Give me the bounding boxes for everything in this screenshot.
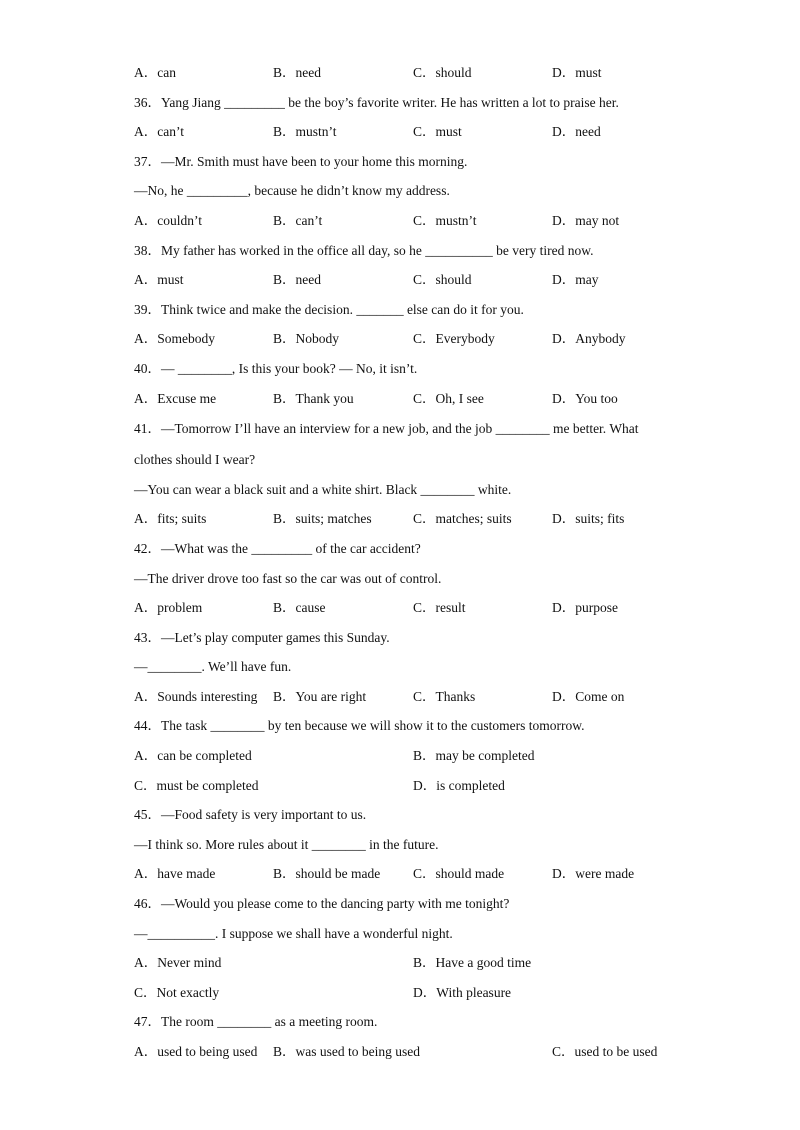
option-c[interactable]: C．Oh, I see bbox=[413, 390, 484, 406]
option-a[interactable]: A．can’t bbox=[134, 124, 184, 140]
question-text: 40．— ________, Is this your book? — No, it isn’t. bbox=[134, 360, 418, 376]
option-a[interactable]: A．must bbox=[134, 272, 184, 288]
question-text: 43．—Let’s play computer games this Sunday. bbox=[134, 629, 390, 645]
question-text: clothes should I wear? bbox=[134, 452, 256, 468]
question-text: 45．—Food safety is very important to us. bbox=[134, 807, 367, 823]
option-b[interactable]: B．Thank you bbox=[273, 390, 354, 406]
answer-options bbox=[134, 771, 694, 801]
question-text: 37．—Mr. Smith must have been to your home this morning. bbox=[134, 153, 468, 169]
option-d[interactable]: D．may bbox=[552, 272, 599, 288]
option-b[interactable]: B．suits; matches bbox=[273, 511, 372, 527]
option-c[interactable]: C．result bbox=[413, 600, 466, 616]
question-text: —I think so. More rules about it ________ in the future. bbox=[134, 836, 439, 852]
question-text: 41．—Tomorrow I’ll have an interview for a new job, and the job ________ me better. What bbox=[134, 421, 639, 437]
option-c[interactable]: C．Thanks bbox=[413, 688, 476, 704]
option-c[interactable]: C．matches; suits bbox=[413, 511, 512, 527]
option-a[interactable]: A．Somebody bbox=[134, 331, 215, 347]
answer-options bbox=[134, 206, 694, 236]
option-b[interactable]: D．is completed bbox=[413, 777, 505, 793]
option-a[interactable]: A．fits; suits bbox=[134, 511, 207, 527]
question-text: 46．—Would you please come to the dancing party with me tonight? bbox=[134, 896, 510, 912]
option-a[interactable]: A．couldn’t bbox=[134, 212, 202, 228]
option-c[interactable]: C．should made bbox=[413, 866, 505, 882]
question-text: 36．Yang Jiang _________ be the boy’s favorite writer. He has written a lot to praise her. bbox=[134, 94, 619, 110]
option-b[interactable]: B．can’t bbox=[273, 212, 323, 228]
question-text: —No, he _________, because he didn’t know my address. bbox=[134, 183, 450, 199]
answer-options bbox=[134, 117, 694, 147]
answer-options bbox=[134, 265, 694, 295]
answer-options bbox=[134, 324, 694, 354]
option-d[interactable]: D．may not bbox=[552, 212, 620, 228]
option-d[interactable]: D．were made bbox=[552, 866, 635, 882]
option-a[interactable]: A．Sounds interesting bbox=[134, 688, 258, 704]
option-d[interactable]: D．need bbox=[552, 124, 601, 140]
option-d[interactable]: D．You too bbox=[552, 390, 618, 406]
answer-options bbox=[134, 859, 694, 889]
answer-options bbox=[134, 384, 694, 414]
option-c[interactable]: C．should bbox=[413, 272, 472, 288]
option-a[interactable]: A．used to being used bbox=[134, 1044, 258, 1059]
option-a[interactable]: A．can be completed bbox=[134, 748, 252, 764]
option-d[interactable]: D．suits; fits bbox=[552, 511, 625, 527]
question-text: 38．My father has worked in the office all day, so he __________ be very tired now. bbox=[134, 242, 594, 258]
exam-page bbox=[134, 58, 694, 1067]
answer-options bbox=[134, 978, 694, 1008]
option-d[interactable]: C．used to be used bbox=[552, 1044, 658, 1059]
answer-options bbox=[134, 58, 694, 88]
answer-options bbox=[134, 682, 694, 712]
option-c[interactable]: C．should bbox=[413, 65, 472, 80]
answer-options bbox=[134, 593, 694, 623]
option-c[interactable]: C．must bbox=[413, 124, 462, 140]
option-b[interactable]: B．need bbox=[273, 65, 321, 80]
option-b[interactable]: B．You are right bbox=[273, 688, 367, 704]
option-d[interactable]: D．purpose bbox=[552, 600, 618, 616]
option-d[interactable]: D．Anybody bbox=[552, 331, 626, 347]
option-b[interactable]: D．With pleasure bbox=[413, 984, 512, 1000]
answer-options bbox=[134, 948, 694, 978]
option-a[interactable]: A．Never mind bbox=[134, 955, 222, 971]
question-text: 42．—What was the _________ of the car accident? bbox=[134, 540, 421, 556]
answer-options bbox=[134, 504, 694, 534]
option-b[interactable]: B．mustn’t bbox=[273, 124, 337, 140]
option-b[interactable]: B．Nobody bbox=[273, 331, 340, 347]
option-a[interactable]: C．must be completed bbox=[134, 777, 259, 793]
option-a[interactable]: A．can bbox=[134, 65, 176, 80]
option-d[interactable]: D．Come on bbox=[552, 688, 625, 704]
answer-options bbox=[134, 1037, 694, 1067]
question-text: —The driver drove too fast so the car was out of control. bbox=[134, 570, 442, 586]
answer-options bbox=[134, 741, 694, 771]
question-text: 39．Think twice and make the decision. _______ else can do it for you. bbox=[134, 301, 524, 317]
option-a[interactable]: A．problem bbox=[134, 600, 203, 616]
option-b[interactable]: B．Have a good time bbox=[413, 955, 532, 971]
question-text: —________. We’ll have fun. bbox=[134, 659, 292, 675]
option-b[interactable]: B．need bbox=[273, 272, 321, 288]
question-text: 44．The task ________ by ten because we will show it to the customers tomorrow. bbox=[134, 718, 585, 734]
option-b[interactable]: B．should be made bbox=[273, 866, 381, 882]
option-a[interactable]: A．Excuse me bbox=[134, 390, 217, 406]
question-text: —You can wear a black suit and a white shirt. Black ________ white. bbox=[134, 481, 512, 497]
question-text: 47．The room ________ as a meeting room. bbox=[134, 1014, 378, 1030]
option-a[interactable]: A．have made bbox=[134, 866, 216, 882]
option-d[interactable]: D．must bbox=[552, 65, 602, 80]
question-text: —__________. I suppose we shall have a wonderful night. bbox=[134, 925, 453, 941]
option-b[interactable]: B．cause bbox=[273, 600, 326, 616]
option-b[interactable]: B．may be completed bbox=[413, 748, 535, 764]
option-c[interactable]: C．Everybody bbox=[413, 331, 495, 347]
option-a[interactable]: C．Not exactly bbox=[134, 984, 220, 1000]
option-b[interactable]: B．was used to being used bbox=[273, 1044, 420, 1059]
option-c[interactable]: C．mustn’t bbox=[413, 212, 477, 228]
